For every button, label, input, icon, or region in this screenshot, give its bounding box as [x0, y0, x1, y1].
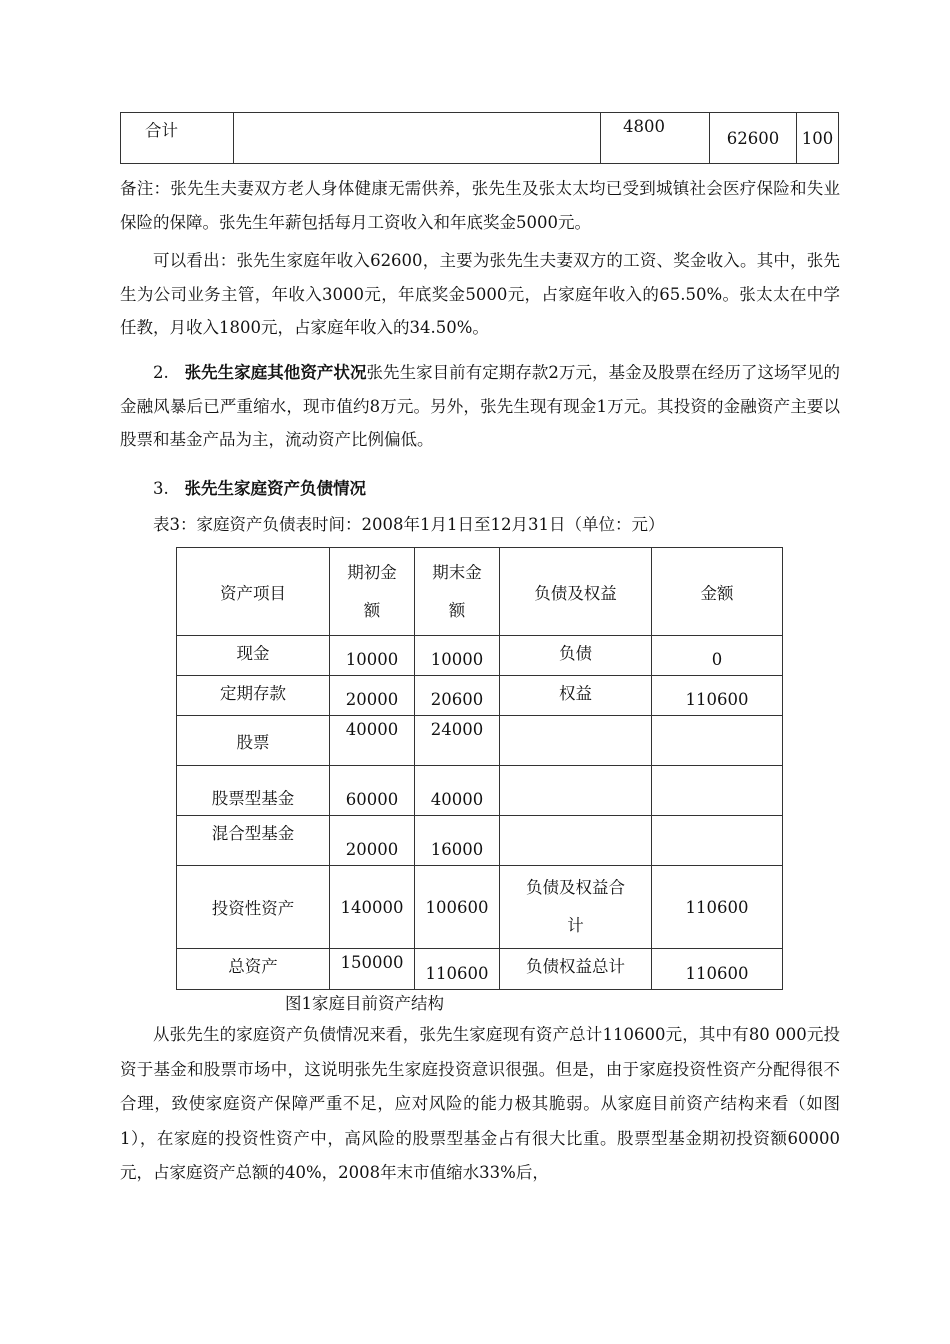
row-end: 40000: [415, 766, 500, 816]
table3-caption: 表3：家庭资产负债表时间：2008年1月1日至12月31日（单位：元）: [153, 515, 665, 534]
section2-body: 张先生家目前有定期存款2万元，基金及股票在经历了这场罕见的金融风暴后已严重缩水，现市值约8万元。另外，张先生现有现金1万元。其投资的金融资产主要以股票和基金产品为主，流动资产比例偏低。: [120, 363, 840, 449]
row-item: 股票型基金: [177, 766, 330, 816]
section3-number: 3.: [153, 479, 169, 498]
table-row: [177, 716, 783, 766]
row-liab: [500, 716, 652, 766]
row-item: 总资产: [177, 949, 330, 990]
table-row: [177, 816, 783, 866]
row-amount: [652, 816, 783, 866]
row-begin: 20000: [330, 676, 415, 716]
section3-heading: 张先生家庭资产负债情况: [184, 479, 366, 498]
header-end-amount: 期末金 额: [415, 548, 500, 636]
row-item: 股票: [177, 716, 330, 766]
table-row: [177, 866, 783, 949]
row-liab: 负债权益总计: [500, 949, 652, 990]
row-amount: [652, 766, 783, 816]
total-col2: [234, 113, 601, 164]
header-amount: 金额: [652, 548, 783, 636]
row-end: 10000: [415, 636, 500, 676]
header-begin-amount: 期初金 额: [330, 548, 415, 636]
row-item: 现金: [177, 636, 330, 676]
row-amount: 0: [652, 636, 783, 676]
section2-heading: 张先生家庭其他资产状况: [184, 363, 367, 382]
row-amount: [652, 716, 783, 766]
row-begin: 40000: [330, 716, 415, 766]
row-item: 定期存款: [177, 676, 330, 716]
total-col3: 4800: [601, 113, 710, 164]
total-col5: 100: [797, 113, 839, 164]
row-item: 投资性资产: [177, 866, 330, 949]
row-end: 24000: [415, 716, 500, 766]
income-analysis-paragraph: 可以看出：张先生家庭年收入62600，主要为张先生夫妻双方的工资、奖金收入。其中，张先生为公司业务主管，年收入3000元，年底奖金5000元，占家庭年收入的65.50%。张太太在中学任教，月收入1800元，占家庭年收入的34.50%。: [120, 251, 840, 337]
total-label: 合计: [121, 113, 234, 164]
row-begin: 20000: [330, 816, 415, 866]
row-amount: 110600: [652, 866, 783, 949]
row-begin: 60000: [330, 766, 415, 816]
table-row: [177, 949, 783, 990]
section3-heading-line: [120, 472, 840, 506]
row-amount: 110600: [652, 676, 783, 716]
table-row: [177, 676, 783, 716]
row-liab: 负债: [500, 636, 652, 676]
row-liab: [500, 816, 652, 866]
row-end: 16000: [415, 816, 500, 866]
analysis-paragraph: 从张先生的家庭资产负债情况来看，张先生家庭现有资产总计110600元，其中有80 000元投资于基金和股票市场中，这说明张先生家庭投资意识很强。但是，由于家庭投资性资产分配得很不合理，致使家庭资产保障严重不足，应对风险的能力极其脆弱。从家庭目前资产结构来看（如图1），在家庭的投资性资产中，高风险的股票型基金占有很大比重。股票型基金期初投资额60000元，占家庭资产总额的40%，2008年末市值缩水33%后，: [120, 1025, 840, 1182]
row-end: 110600: [415, 949, 500, 990]
total-col4: 62600: [710, 113, 797, 164]
row-liab: [500, 766, 652, 816]
row-liab: 权益: [500, 676, 652, 716]
row-end: 100600: [415, 866, 500, 949]
figure-caption: 图1家庭目前资产结构: [285, 994, 444, 1013]
table-row: [177, 636, 783, 676]
table-row: [177, 766, 783, 816]
note-paragraph: 备注：张先生夫妻双方老人身体健康无需供养，张先生及张太太均已受到城镇社会医疗保险和失业保险的保障。张先生年薪包括每月工资收入和年底奖金5000元。: [120, 179, 840, 232]
section2-number: 2.: [153, 363, 169, 382]
section2-paragraph: [120, 356, 840, 457]
row-begin: 140000: [330, 866, 415, 949]
row-begin: 150000: [330, 949, 415, 990]
row-item: 混合型基金: [177, 816, 330, 866]
row-end: 20600: [415, 676, 500, 716]
balance-sheet-table: [176, 547, 783, 990]
row-begin: 10000: [330, 636, 415, 676]
row-amount: 110600: [652, 949, 783, 990]
header-asset-item: 资产项目: [177, 548, 330, 636]
header-liab-equity: 负债及权益: [500, 548, 652, 636]
table-header-row: [177, 548, 783, 636]
row-liab: 负债及权益合 计: [500, 866, 652, 949]
income-table-total: [120, 112, 839, 164]
